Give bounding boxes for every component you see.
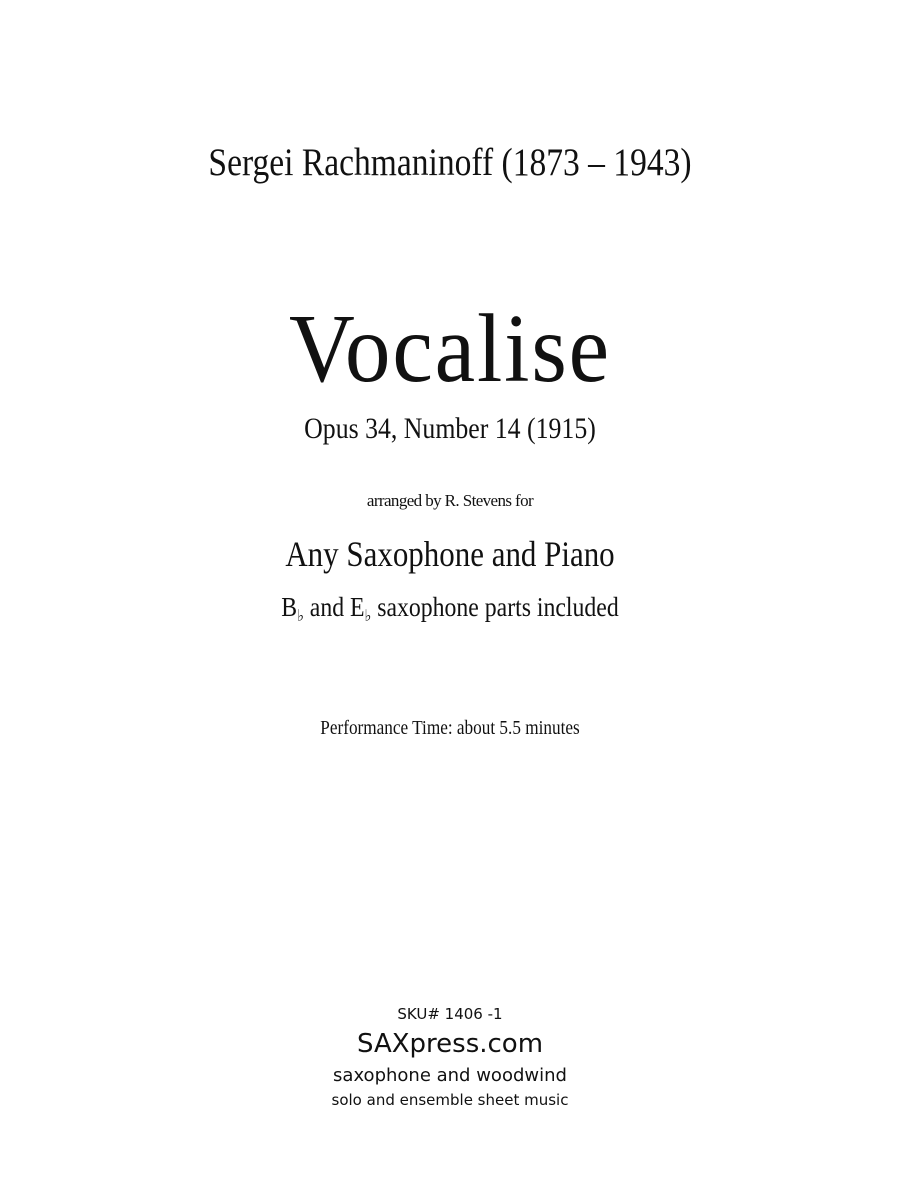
flat-symbol: ♭	[364, 606, 372, 625]
arranger-credit: arranged by R. Stevens for	[366, 491, 534, 510]
publisher-website: SAXpress.com	[356, 1029, 544, 1059]
publisher-tagline: saxophone and woodwind	[333, 1065, 567, 1086]
publisher-tagline-secondary: solo and ensemble sheet music	[331, 1091, 569, 1109]
work-title: Vocalise	[288, 295, 611, 403]
parts-and: and E	[303, 592, 365, 622]
performance-time: Performance Time: about 5.5 minutes	[320, 717, 580, 739]
flat-symbol: ♭	[297, 606, 304, 625]
opus-number: Opus 34, Number 14 (1915)	[304, 412, 596, 445]
parts-b: B	[281, 592, 298, 622]
parts-included	[54, 592, 846, 625]
composer-line: Sergei Rachmaninoff (1873 – 1943)	[208, 141, 692, 184]
sku-number: SKU# 1406 -1	[397, 1005, 503, 1023]
instrumentation: Any Saxophone and Piano	[285, 534, 615, 574]
parts-rest: saxophone parts included	[371, 592, 619, 622]
